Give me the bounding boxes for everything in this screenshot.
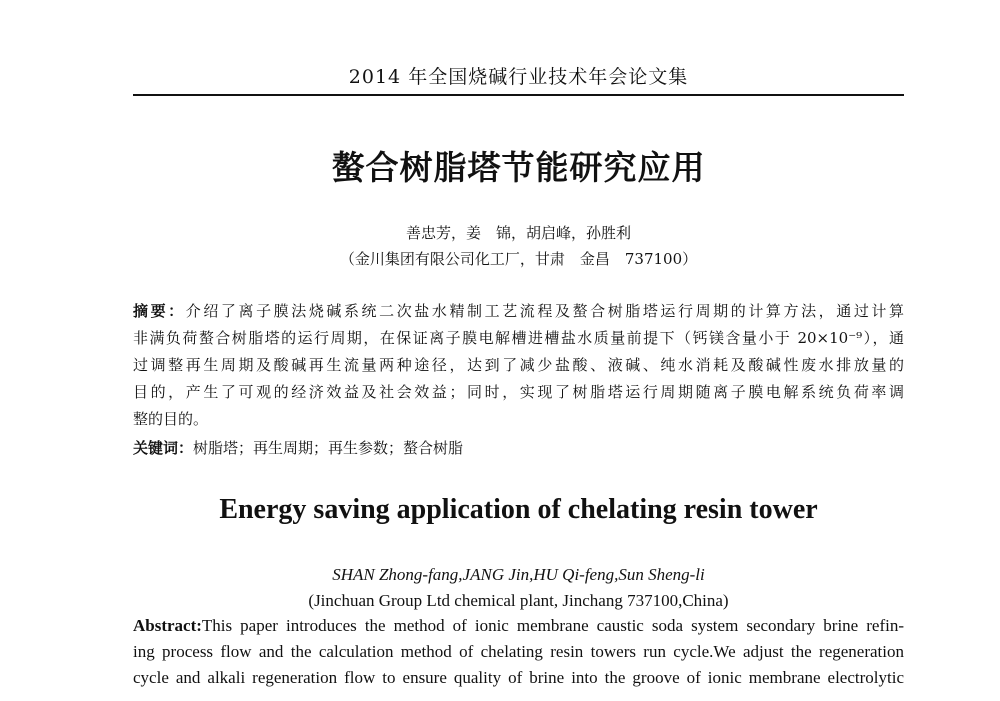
chinese-abstract-line-4: 目的，产生了可观的经济效益及社会效益；同时，实现了树脂塔运行周期随离子膜电解系统负荷率调 (133, 383, 904, 401)
english-affiliation: (Jinchuan Group Ltd chemical plant, Jinchang 737100,China) (308, 591, 729, 610)
chinese-abstract-line-5: 整的目的。 (133, 410, 209, 428)
english-abstract-line-2: ing process flow and the calculation method of chelating resin towers run cycle.We adjust the regeneration (133, 642, 904, 661)
chinese-abstract-line-3: 过调整再生周期及酸碱再生流量两种途径，达到了减少盐酸、液碱、纯水消耗及酸碱性废水排放量的 (133, 356, 904, 374)
chinese-abstract-label: 摘要： (133, 302, 186, 320)
header-rule (133, 94, 904, 96)
chinese-abstract (133, 298, 904, 433)
chinese-affiliation: （金川集团有限公司化工厂，甘肃 金昌 737100） (339, 250, 698, 268)
chinese-abstract-line-2: 非满负荷螯合树脂塔的运行周期，在保证离子膜电解槽进槽盐水质量前提下（钙镁含量小于 20×10⁻⁹），通 (133, 329, 904, 347)
chinese-abstract-line-1: 摘要：介绍了离子膜法烧碱系统二次盐水精制工艺流程及螯合树脂塔运行周期的计算方法，通过计算 (133, 302, 904, 320)
chinese-keywords (133, 435, 904, 462)
english-abstract-line-1: Abstract:This paper introduces the method of ionic membrane caustic soda system secondary brine refin- (133, 616, 904, 635)
chinese-authors: 善忠芳，姜 锦，胡启峰，孙胜利 (405, 224, 631, 242)
chinese-title: 螯合树脂塔节能研究应用 (331, 148, 706, 187)
english-authors: SHAN Zhong-fang,JANG Jin,HU Qi-feng,Sun Sheng-li (332, 565, 705, 584)
english-title: Energy saving application of chelating resin tower (219, 494, 818, 525)
running-header: 2014 年全国烧碱行业技术年会论文集 (348, 66, 689, 88)
english-abstract-line-3: cycle and alkali regeneration flow to ensure quality of brine into the groove of ionic membrane electrolytic (133, 668, 904, 687)
chinese-keywords-label: 关键词： (133, 439, 194, 457)
chinese-keywords-text: 树脂塔；再生周期；再生参数；螯合树脂 (193, 439, 464, 457)
english-abstract (133, 613, 904, 691)
english-abstract-label: Abstract: (133, 616, 202, 635)
